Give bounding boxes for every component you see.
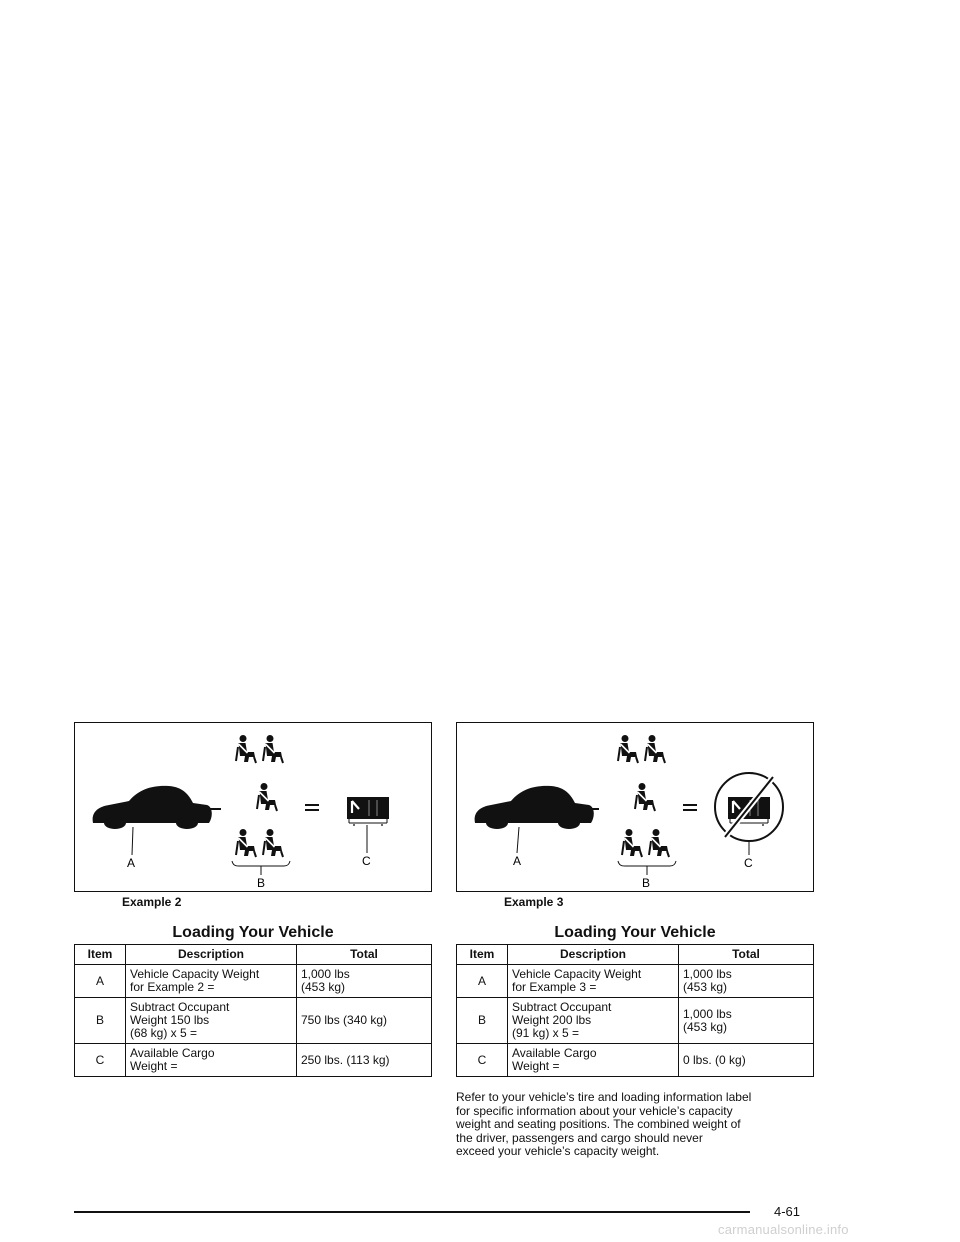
loading-table — [456, 944, 814, 1077]
watermark: carmanualsonline.info — [718, 1222, 849, 1237]
total-cell: 1,000 lbs (453 kg) — [297, 965, 432, 998]
item-cell: B — [75, 998, 126, 1044]
figure-caption: Example 3 — [504, 895, 564, 909]
table-row — [75, 965, 432, 998]
page-number: 4-61 — [774, 1204, 801, 1219]
occupant-icon — [649, 829, 669, 857]
note-paragraph: Refer to your vehicle’s tire and loading information label for specific information about your vehicle’s capacity weight and seating positions. The combined weight of the driver, passengers and cargo should never exceed your vehicle’s capacity weight. — [456, 1090, 752, 1158]
total-cell: 250 lbs. (113 kg) — [297, 1044, 432, 1077]
occupant-icon — [622, 829, 642, 857]
item-cell: C — [75, 1044, 126, 1077]
item-cell: A — [457, 965, 508, 998]
description-cell: Vehicle Capacity Weight for Example 2 = — [126, 965, 297, 998]
description-cell: Available Cargo Weight = — [508, 1044, 679, 1077]
car-icon — [475, 786, 594, 829]
no-cargo-icon — [715, 773, 783, 841]
occupant-icon — [263, 829, 283, 857]
table-row — [457, 1044, 814, 1077]
car-icon — [93, 786, 212, 829]
header-total: Total — [297, 945, 432, 965]
equals-icon — [683, 805, 697, 810]
table-header-row — [457, 945, 814, 965]
label-c: C — [744, 856, 753, 870]
loading-table — [74, 944, 432, 1077]
description-cell: Vehicle Capacity Weight for Example 3 = — [508, 965, 679, 998]
table-row — [457, 998, 814, 1044]
total-cell: 750 lbs (340 kg) — [297, 998, 432, 1044]
occupant-icon — [263, 735, 283, 763]
description-cell: Subtract Occupant Weight 200 lbs (91 kg) x 5 = — [508, 998, 679, 1044]
equals-icon — [305, 805, 319, 810]
occupant-icon — [236, 735, 256, 763]
total-cell: 1,000 lbs (453 kg) — [679, 998, 814, 1044]
header-item: Item — [75, 945, 126, 965]
occupant-icon — [257, 783, 277, 811]
label-b: B — [642, 876, 651, 890]
occupant-icon — [635, 783, 655, 811]
cargo-box-icon — [347, 797, 389, 825]
label-b: B — [257, 876, 266, 890]
description-cell: Available Cargo Weight = — [126, 1044, 297, 1077]
label-c: C — [362, 854, 371, 868]
item-cell: A — [75, 965, 126, 998]
bracket — [232, 861, 290, 866]
description-cell: Subtract Occupant Weight 150 lbs (68 kg) x 5 = — [126, 998, 297, 1044]
header-item: Item — [457, 945, 508, 965]
footer-rule — [74, 1211, 750, 1213]
example-3-figure — [456, 722, 814, 892]
example-2-figure — [74, 722, 432, 892]
table-row — [75, 1044, 432, 1077]
label-a: A — [127, 856, 136, 870]
table-row — [457, 965, 814, 998]
label-a: A — [513, 854, 522, 868]
header-total: Total — [679, 945, 814, 965]
bracket — [618, 861, 676, 866]
occupant-icon — [618, 735, 638, 763]
header-description: Description — [126, 945, 297, 965]
table-row — [75, 998, 432, 1044]
table-header-row — [75, 945, 432, 965]
item-cell: B — [457, 998, 508, 1044]
total-cell: 1,000 lbs (453 kg) — [679, 965, 814, 998]
example-2-column — [74, 722, 432, 1077]
occupant-icon — [645, 735, 665, 763]
example-3-diagram — [457, 723, 813, 891]
header-description: Description — [508, 945, 679, 965]
item-cell: C — [457, 1044, 508, 1077]
table-title: Loading Your Vehicle — [554, 924, 716, 941]
total-cell: 0 lbs. (0 kg) — [679, 1044, 814, 1077]
example-3-column — [456, 722, 814, 1159]
example-2-diagram — [75, 723, 431, 891]
table-title: Loading Your Vehicle — [172, 924, 334, 941]
figure-caption: Example 2 — [122, 895, 182, 909]
occupant-icon — [236, 829, 256, 857]
